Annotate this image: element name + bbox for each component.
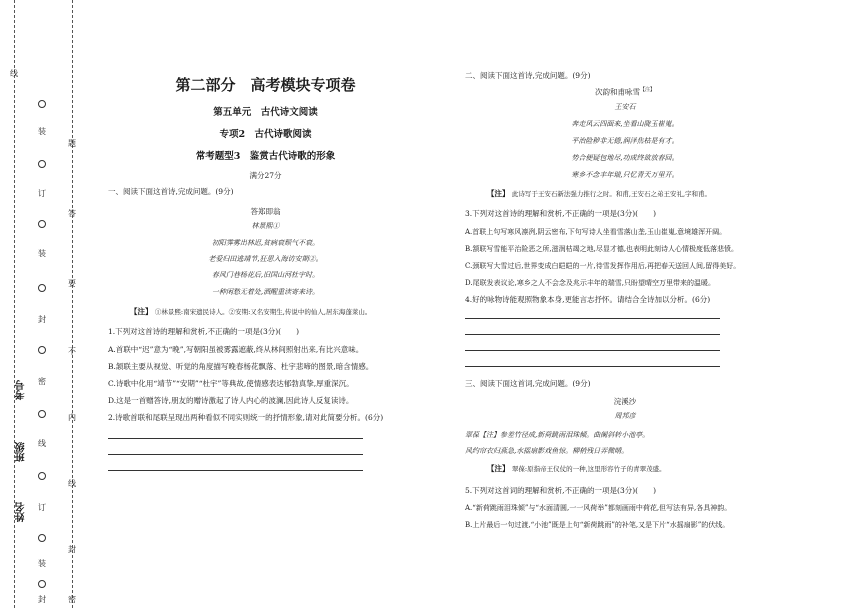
binding-hole [38, 100, 46, 108]
binding-char: 装 [38, 559, 46, 568]
note-label: 【注】 [487, 464, 510, 473]
note-text: ①林景熙:南宋遗民诗人。②安期:又名安期生,传说中的仙人,居东海蓬莱山。 [154, 308, 372, 316]
exam-number-label: 考号 [16, 380, 27, 400]
option-c[interactable]: C.诗歌中化用“靖节”“安期”“杜宇”等典故,使情感表达郁勃真挚,厚重深沉。 [108, 379, 354, 388]
note [487, 463, 666, 475]
ci-line: 风约帘衣归燕急,水摇扇影戏鱼惊。柳梢残日弄微晴。 [465, 447, 629, 455]
option-a[interactable]: A.首联中“迟”意为“晚”,写朝阳虽被雾露遮蔽,终从林间照射出来,有比兴意味。 [108, 345, 364, 354]
class-label: 班级 [16, 442, 27, 462]
poem-line: 老爱归田逃靖节,狂思入海访安期②。 [208, 255, 323, 263]
section-two-intro: 二、阅读下面这首诗,完成问题。(9分) [465, 71, 591, 80]
note-label: 【注】 [130, 307, 153, 316]
binding-hole [38, 580, 46, 588]
binding-char: 装 [38, 127, 46, 136]
poem-author: 林景熙① [251, 222, 280, 230]
binding-char: 要 [68, 279, 76, 288]
option-d[interactable]: D.尾联发表议论,寒乡之人不会念及兆示丰年的瑞雪,只盼望晴空万里带来的温暖。 [465, 279, 716, 287]
option-b[interactable]: B.颔联写雪能平治险恶之所,滋润枯竭之地,尽显才德,也表明此刻诗人心情极度低落悲愤。 [465, 245, 739, 253]
binding-hole [38, 160, 46, 168]
binding-hole [38, 346, 46, 354]
binding-line-inner [72, 0, 73, 608]
poem-line: 势合便疑包地尽,功成终欲放春回。 [571, 154, 679, 162]
poem-line: 一种闲愁无着处,酒醒重读寄来诗。 [211, 288, 320, 296]
ci-title: 浣溪沙 [613, 397, 637, 406]
answer-line[interactable] [465, 318, 720, 319]
ci-author: 周邦彦 [614, 412, 636, 420]
binding-hole [38, 534, 46, 542]
question-5: 5.下列对这首词的理解和赏析,不正确的一项是(3分)( ) [465, 486, 657, 495]
binding-char: 内 [68, 413, 76, 422]
option-a[interactable]: A.首联上句写寒风凛冽,阴云密布,下句写诗人坐看雪落山垄,玉山崔嵬,意境雄浑开阔。 [465, 228, 727, 236]
poem-title-note-mark: 【注】 [639, 87, 655, 93]
binding-char: 密 [68, 595, 76, 604]
binding-hole [38, 410, 46, 418]
binding-char: 线 [10, 69, 18, 78]
binding-char: 封 [38, 595, 46, 604]
binding-char: 线 [68, 479, 76, 488]
binding-char: 密 [38, 377, 46, 386]
section-one-intro: 一、阅读下面这首诗,完成问题。(9分) [108, 187, 234, 196]
name-label: 姓名 [16, 502, 27, 522]
topic-title: 专项2 古代诗歌阅读 [219, 129, 312, 140]
binding-hole [38, 472, 46, 480]
option-a[interactable]: A.“新荷跳雨泪珠倾”与“水面清圆,一一风荷举”都刻画雨中荷花,但写法有异,各具神韵。 [465, 504, 732, 512]
binding-char: 封 [68, 545, 76, 554]
note-text: 翠葆:原指帝王仪仗的一种,这里形容竹子的青翠茂盛。 [511, 465, 666, 473]
poem-title: 答郑即翁 [250, 207, 281, 216]
binding-char: 封 [38, 315, 46, 324]
binding-char: 题 [68, 139, 76, 148]
answer-line[interactable] [108, 438, 363, 439]
answer-line[interactable] [465, 366, 720, 367]
full-score: 满分27分 [249, 171, 282, 180]
answer-line[interactable] [108, 470, 363, 471]
note-label: 【注】 [487, 189, 510, 198]
question-1: 1.下列对这首诗的理解和赏析,不正确的一项是(3分)( ) [108, 327, 300, 336]
answer-line[interactable] [465, 350, 720, 351]
poem-line: 初阳霁雾出林迟,贫病衰颓气不衰。 [211, 239, 320, 247]
question-2: 2.诗歌首联和尾联呈现出两种看似不同实则统一的抒情形象,请对此简要分析。(6分) [108, 413, 384, 422]
option-c[interactable]: C.颈联写大雪过后,世界变成白皑皑的一片,待雪发挥作用后,再把春天送回人间,留得美好。 [465, 262, 741, 270]
poem-line: 奔走风云四面来,坐看山陇玉崔嵬。 [571, 120, 679, 128]
note-text: 此诗写于王安石新法强力推行之时。和甫,王安石之弟王安礼,字和甫。 [511, 190, 712, 198]
binding-margin [0, 0, 92, 608]
unit-title: 第五单元 古代诗文阅读 [213, 107, 318, 118]
note [130, 306, 371, 318]
binding-char: 线 [38, 439, 46, 448]
question-3: 3.下列对这首诗的理解和赏析,不正确的一项是(3分)( ) [465, 209, 657, 218]
poem-line: 平治险秽非无德,润泽焦枯是有才。 [571, 137, 679, 145]
question-type-title: 常考题型3 鉴赏古代诗歌的形象 [195, 151, 336, 162]
binding-char: 答 [68, 209, 76, 218]
section-three-intro: 三、阅读下面这首词,完成问题。(9分) [465, 379, 591, 388]
question-4: 4.好的咏物诗能观照物象本身,更能言志抒怀。请结合全诗加以分析。(6分) [465, 295, 711, 304]
answer-line[interactable] [465, 334, 720, 335]
poem-line: 寒乡不念丰年瑞,只忆青天万里开。 [571, 171, 679, 179]
binding-char: 装 [38, 249, 46, 258]
poem-line: 春风门巷杨花后,旧国山河杜宇时。 [211, 271, 320, 279]
binding-char: 订 [38, 189, 46, 198]
option-d[interactable]: D.这是一首赠答诗,朋友的赠诗激起了诗人内心的波澜,因此诗人反复读诗。 [108, 396, 354, 405]
page-title: 第二部分 高考模块专项卷 [175, 76, 356, 94]
ci-line: 翠葆【注】参差竹径成,新荷跳雨泪珠倾。曲阑斜转小池亭。 [465, 431, 650, 439]
answer-line[interactable] [108, 454, 363, 455]
poem-title-text: 次韵和甫咏雪 [594, 87, 640, 97]
poem-author: 王安石 [614, 103, 636, 111]
poem-title [465, 86, 785, 98]
note [487, 188, 711, 200]
binding-hole [38, 284, 46, 292]
binding-char: 订 [38, 503, 46, 512]
binding-hole [38, 220, 46, 228]
binding-char: 不 [68, 347, 76, 356]
option-b[interactable]: B.上片最后一句过渡,“小池”既是上句“新荷跳雨”的补笔,又是下片“水摇扇影”的伏线。 [465, 521, 730, 529]
option-b[interactable]: B.颔联主要从视觉、听觉的角度描写晚春杨花飘落、杜宇悲啼的图景,暗含情感。 [108, 362, 374, 371]
